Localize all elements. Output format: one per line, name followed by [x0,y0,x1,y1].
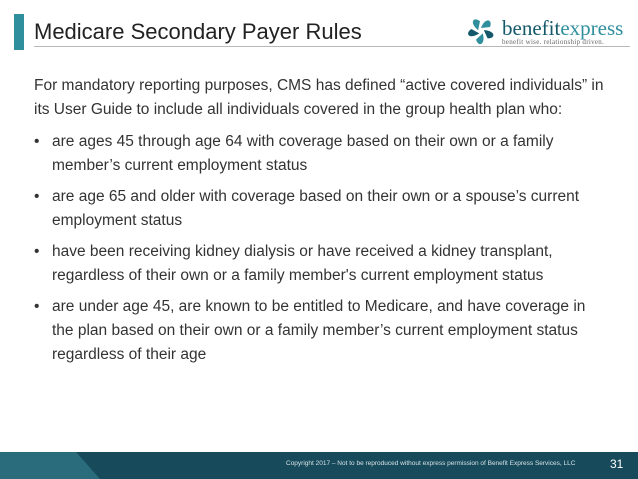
logo-pinwheel-icon [464,14,498,48]
footer-accent-shape [0,452,100,479]
logo-wordmark [502,17,623,39]
logo-word-benefit: benefit [502,16,561,40]
list-item [34,130,604,178]
list-item-text: have been receiving kidney dialysis or have received a kidney transplant, regardless of their own or a family member's current employment status [52,243,553,284]
benefitexpress-logo [464,14,634,48]
footer-bar [0,452,638,479]
list-item [34,240,604,288]
bullet-icon: • [34,298,40,315]
page-number: 31 [610,457,624,471]
slide-body [34,74,604,374]
bullet-icon: • [34,243,40,260]
title-accent-bar [14,14,24,50]
list-item-text: are age 65 and older with coverage based on their own or a spouse’s current employment status [52,188,580,229]
logo-word-express: express [560,16,624,40]
list-item [34,185,604,233]
copyright-notice: Copyright 2017 – Not to be reproduced without express permission of Benefit Express Services, LLC [286,460,576,467]
list-item [34,295,604,367]
list-item-text: are ages 45 through age 64 with coverage based on their own or a family member’s current employment status [52,133,554,174]
bullet-icon: • [34,133,40,150]
criteria-list [34,130,604,367]
list-item-text: are under age 45, are known to be entitled to Medicare, and have coverage in the plan based on their own or a family member’s current employment status regardless of their age [52,298,586,363]
slide-title: Medicare Secondary Payer Rules [34,19,362,44]
intro-paragraph: For mandatory reporting purposes, CMS has defined “active covered individuals” in its User Guide to include all individuals covered in the group health plan who: [34,77,604,118]
logo-tagline: benefit wise. relationship driven. [502,38,605,46]
bullet-icon: • [34,188,40,205]
